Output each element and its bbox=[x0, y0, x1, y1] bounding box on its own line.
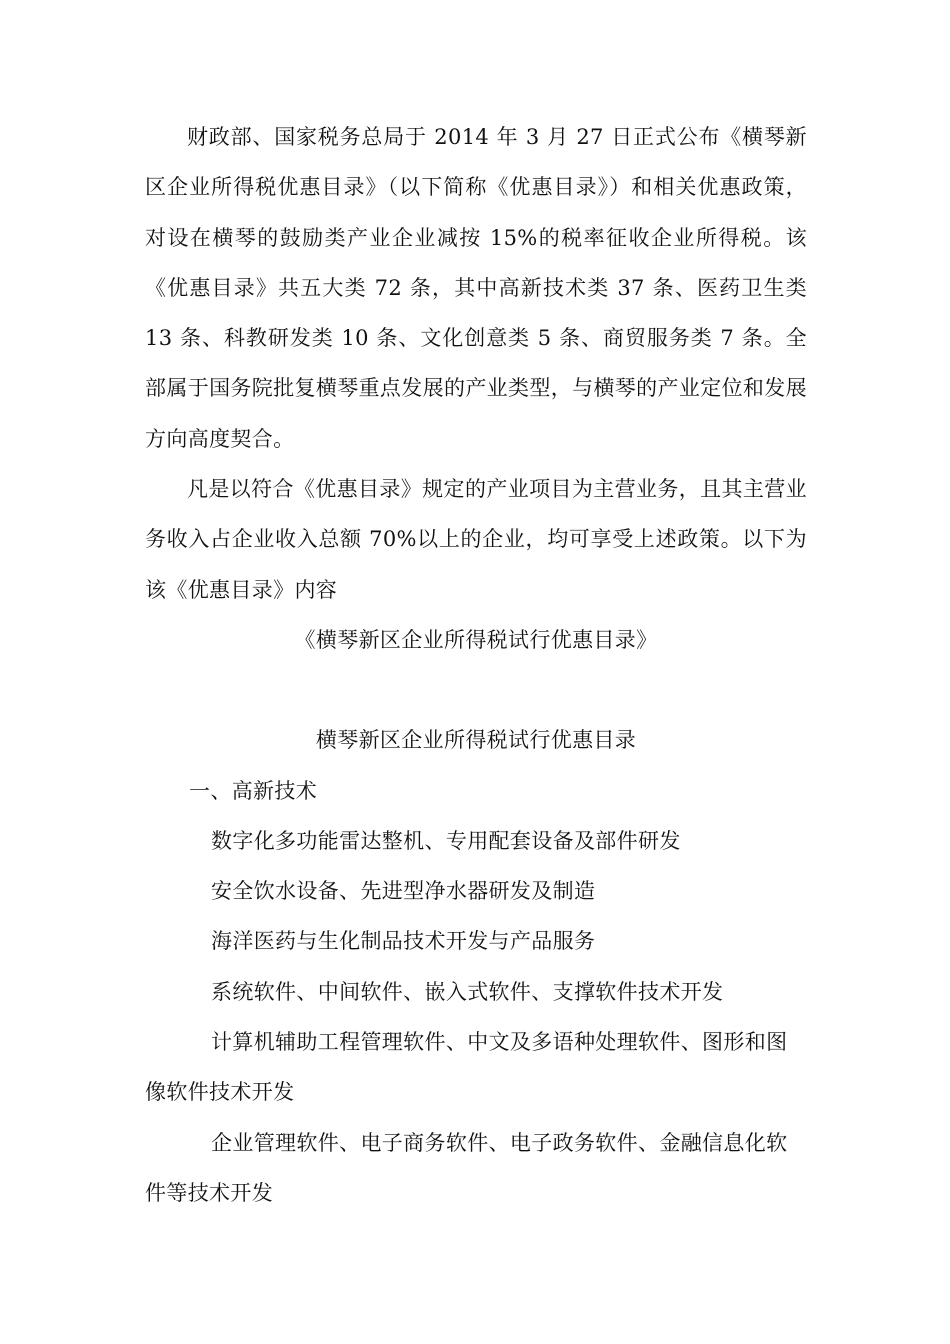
catalog-item: 系统软件、中间软件、嵌入式软件、支撑软件技术开发 bbox=[211, 979, 724, 1004]
blank-line bbox=[145, 665, 807, 715]
catalog-item: 海洋医药与生化制品技术开发与产品服务 bbox=[211, 929, 596, 954]
catalog-item: 计算机辅助工程管理软件、中文及多语种处理软件、图形和图像软件技术开发 bbox=[145, 1030, 788, 1105]
catalog-title: 横琴新区企业所得税试行优惠目录 bbox=[315, 728, 637, 753]
intro-paragraph-2: 凡是以符合《优惠目录》规定的产业项目为主营业务，且其主营业务收入占企业收入总额 70%以上的企业，均可享受上述政策。以下为该《优惠目录》内容 bbox=[145, 477, 807, 602]
document-body bbox=[145, 112, 807, 1218]
catalog-item: 安全饮水设备、先进型净水器研发及制造 bbox=[211, 879, 596, 904]
catalog-title-quoted: 《横琴新区企业所得税试行优惠目录》 bbox=[294, 627, 658, 652]
catalog-item: 数字化多功能雷达整机、专用配套设备及部件研发 bbox=[211, 828, 681, 853]
intro-paragraph-1: 财政部、国家税务总局于 2014 年 3 月 27 日正式公布《横琴新区企业所得税优惠目录》（以下简称《优惠目录》）和相关优惠政策，对设在横琴的鼓励类产业企业减按 15%的税率征收企业所得税。该《优惠目录》共五大类 72 条，其中高新技术类 37 条、医药卫生类 13 条、科教研发类 10 条、文化创意类 5 条、商贸服务类 7 条。全部属于国务院批复横琴重点发展的产业类型，与横琴的产业定位和发展方向高度契合。 bbox=[145, 125, 807, 451]
catalog-item: 企业管理软件、电子商务软件、电子政务软件、金融信息化软件等技术开发 bbox=[145, 1130, 788, 1205]
section-heading-high-tech: 一、高新技术 bbox=[189, 778, 318, 803]
